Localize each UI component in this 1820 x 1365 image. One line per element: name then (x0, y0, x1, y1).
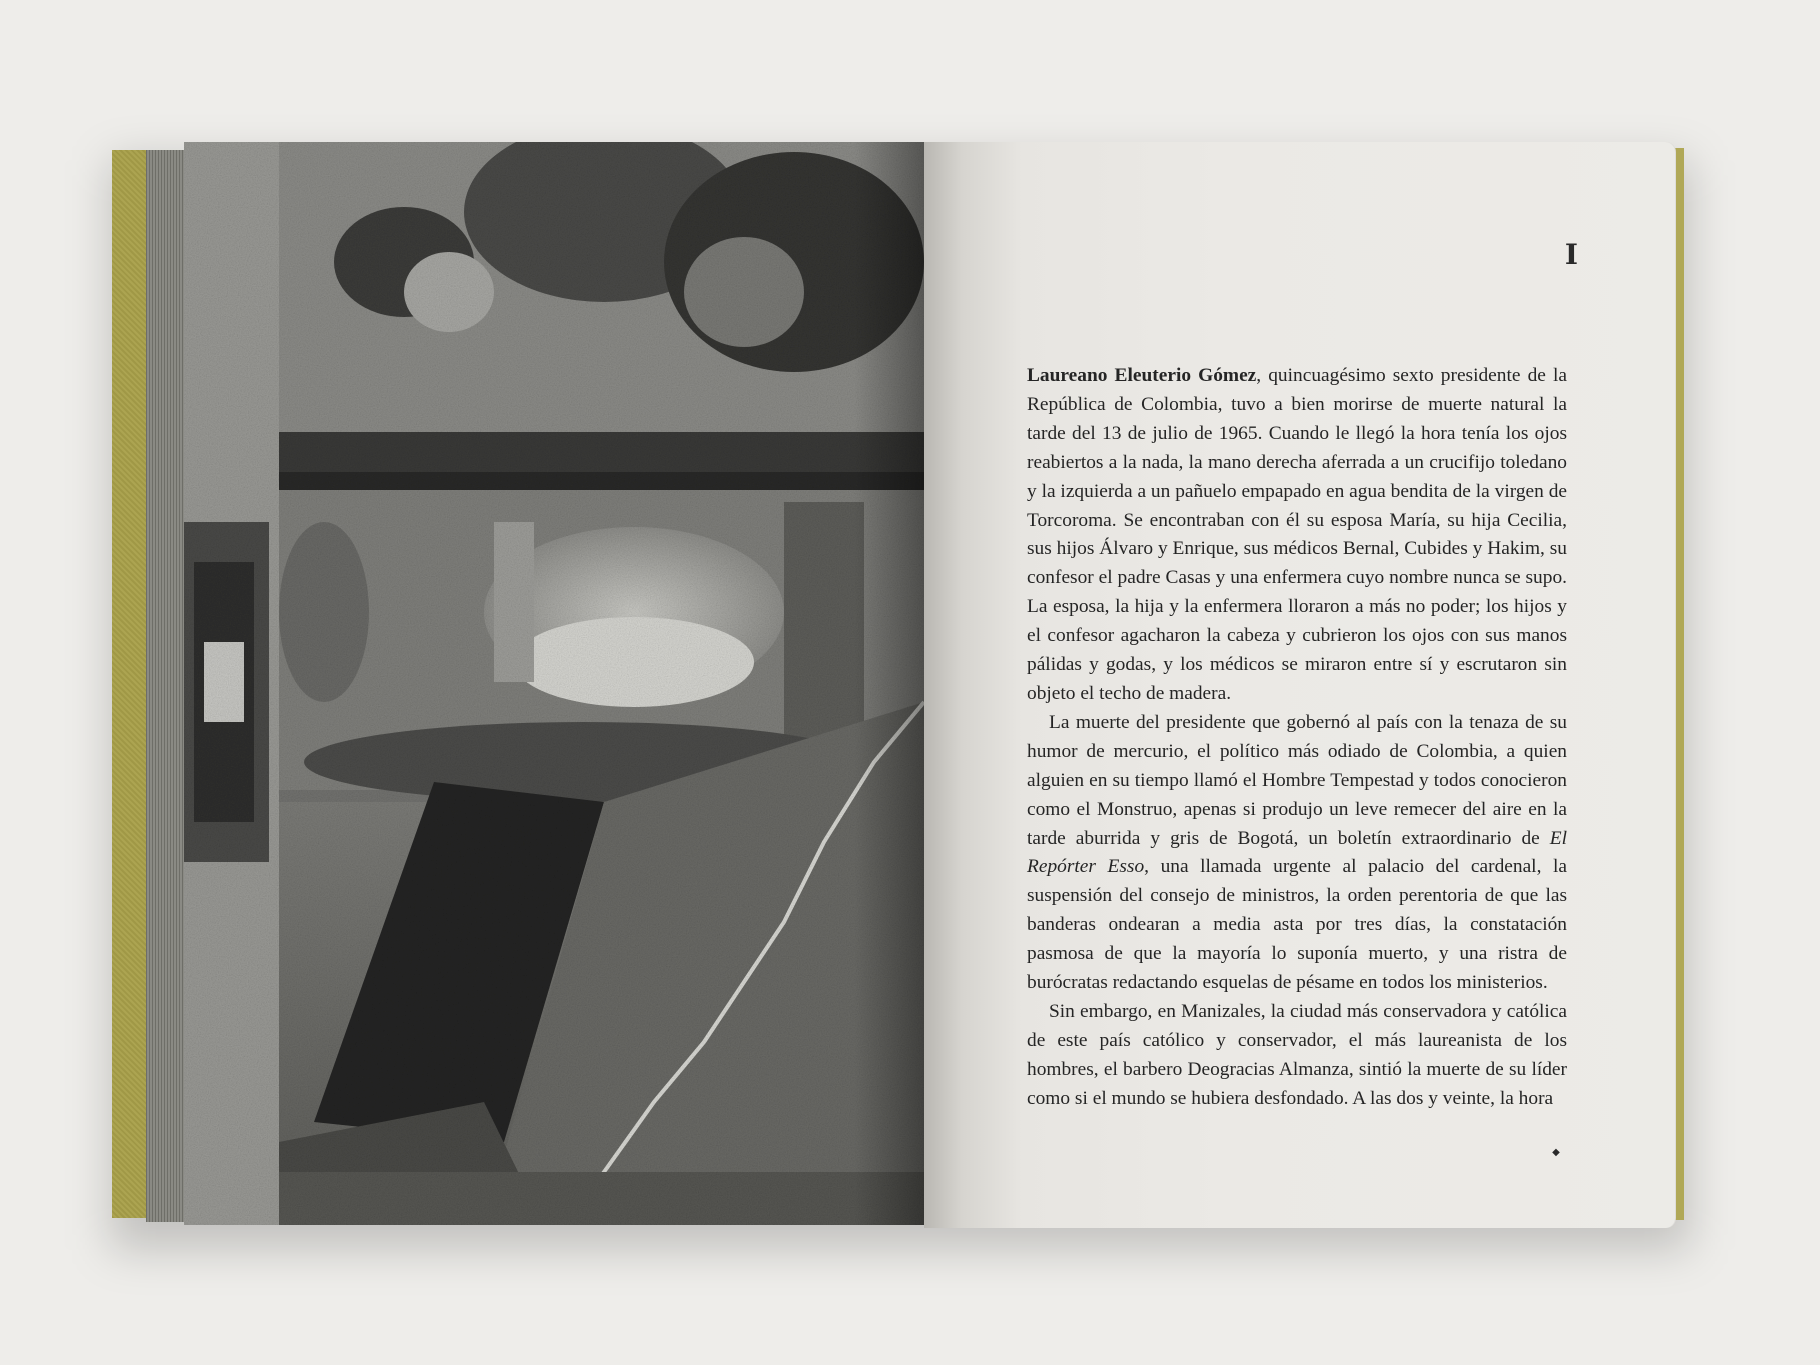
gutter-shadow (854, 142, 924, 1225)
chapter-number: I (1564, 238, 1578, 271)
body-text (1027, 362, 1567, 1114)
halftone-photo (184, 142, 924, 1225)
halftone-photo-page (184, 142, 924, 1225)
paragraph-2-run-2: El Repórter Esso (1027, 827, 1567, 878)
diamond-ornament-icon: ◆ (1552, 1147, 1560, 1158)
paragraph-3-run-1: Sin embargo, en Manizales, la ciudad más conservadora y católica de este país católico y conservador, el más laureanista de los hombres, el barbero Deogracias Almanza, sintió la muerte de su líder como si el mundo se hubiera desfondado. A las dos y veinte, la hora (1027, 1000, 1567, 1109)
paragraph-2-run-1: La muerte del presidente que gobernó al país con la tenaza de su humor de mercurio, el político más odiado de Colombia, a quien alguien en su tiempo llamó el Hombre Tempestad y todos conocieron como el Monstruo, apenas si produjo un leve remecer del aire en la tarde aburrida y gris de Bogotá, un boletín extraordinario de (1027, 711, 1567, 849)
paragraph-2-run-3: , una llamada urgente al palacio del cardenal, la suspensión del consejo de ministros, la orden perentoria de que las banderas ondearan a media asta por tres días, la constatación pasmosa de que la mayoría lo suponía muerto, y una ristra de burócratas redactando esquelas de pésame en todos los ministerios. (1027, 856, 1567, 994)
paragraph-1-run-1: Laureano Eleuterio Gómez (1027, 365, 1257, 386)
paragraph-1-run-2: , quincuagésimo sexto presidente de la República de Colombia, tuvo a bien morirse de muerte natural la tarde del 13 de julio de 1965. Cuando le llegó la hora tenía los ojos reabiertos a la nada, la mano derecha aferrada a un crucifijo toledano y la izquierda a un pañuelo empapado en agua bendita de la virgen de Torcoroma. Se encontraban con él su esposa María, su hija Cecilia, sus hijos Álvaro y Enrique, sus médicos Bernal, Cubides y Hakim, su confesor el padre Casas y una enfermera cuyo nombre nunca se supo. La esposa, la hija y la enfermera lloraron a más no poder; los hijos y el confesor agacharon la cabeza y cubrieron los ojos con sus manos pálidas y godas, y los médicos se miraron entre sí y escrutaron sin objeto el techo de madera. (1027, 365, 1567, 704)
paragraph-2 (1027, 709, 1567, 998)
paragraph-1 (1027, 362, 1567, 709)
paragraph-3 (1027, 998, 1567, 1114)
